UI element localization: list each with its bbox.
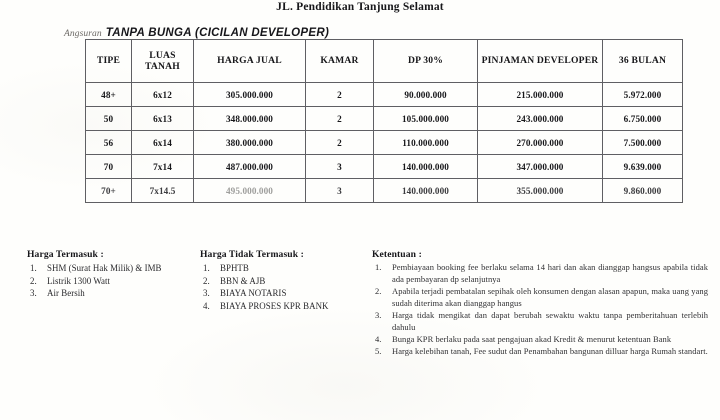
list-item: 2. BBN & AJB [203, 275, 266, 286]
cell-kamar: 3 [306, 179, 374, 203]
notes-terms-list [372, 262, 708, 358]
cell-tipe: 56 [86, 131, 132, 155]
column-header-pinjaman-developer: PINJAMAN DEVELOPER [478, 40, 603, 83]
cell-bulan: 7.500.000 [603, 131, 683, 155]
list-item: 1. SHM (Surat Hak Milik) & IMB [30, 263, 162, 273]
list-item: 3. Air Bersih [30, 288, 85, 299]
cell-tipe: 48+ [86, 83, 132, 107]
cell-kamar: 2 [306, 83, 374, 107]
notes-terms [372, 249, 708, 358]
cell-bulan: 9.639.000 [603, 155, 683, 179]
cell-kamar: 2 [306, 107, 374, 131]
page-title: JL. Pendidikan Tanjung Selamat [276, 1, 444, 13]
list-item: 5. Harga kelebihan tanah, Fee sudut dan Penambahan bangunan dilluar harga Rumah standart. [375, 346, 708, 357]
list-item: 4. BIAYA PROSES KPR BANK [203, 300, 329, 311]
column-header-dp30: DP 30% [374, 40, 478, 83]
notes-terms-heading: Ketentuan : [372, 249, 422, 260]
list-item: 4. Bunga KPR berlaku pada saat pengajuan akad Kredit & menurut ketentuan Bank [375, 333, 672, 344]
list-item-text: SHM (Surat Hak Milik) & IMB [47, 263, 162, 273]
column-header-harga-jual: HARGA JUAL [194, 40, 306, 83]
cell-pinjaman: 355.000.000 [478, 179, 603, 203]
cell-pinjaman: 215.000.000 [478, 83, 603, 107]
cell-dp: 105.000.000 [374, 107, 478, 131]
cell-dp: 140.000.000 [374, 179, 478, 203]
cell-harga: 348.000.000 [194, 107, 306, 131]
subtitle-emphasis: TANPA BUNGA (CICILAN DEVELOPER) [105, 27, 330, 39]
cell-dp: 110.000.000 [374, 131, 478, 155]
column-header-36-bulan: 36 BULAN [603, 40, 683, 83]
list-item: 1. Pembiayaan booking fee berlaku selama 14 hari dan akan dianggap hangsus apabila tidak ada pembayaran dp selanjutnya [375, 262, 708, 284]
list-item-text: BIAYA PROSES KPR BANK [220, 300, 329, 311]
cell-kamar: 2 [306, 131, 374, 155]
cell-luas: 6x14 [132, 131, 194, 155]
cell-dp: 90.000.000 [374, 83, 478, 107]
notes-excluded [200, 249, 370, 313]
notes-included [27, 249, 202, 300]
cell-luas: 7x14.5 [132, 179, 194, 203]
price-table [85, 39, 683, 203]
column-header-tipe: TIPE [86, 40, 132, 83]
cell-tipe: 70 [86, 155, 132, 179]
cell-luas: 7x14 [132, 155, 194, 179]
cell-bulan: 6.750.000 [603, 107, 683, 131]
list-item: 1. BPHTB [203, 263, 249, 273]
cell-luas: 6x12 [132, 83, 194, 107]
cell-harga: 495.000.000 [194, 179, 306, 203]
cell-bulan: 9.860.000 [603, 179, 683, 203]
cell-luas: 6x13 [132, 107, 194, 131]
cell-harga: 487.000.000 [194, 155, 306, 179]
cell-pinjaman: 270.000.000 [478, 131, 603, 155]
cell-pinjaman: 347.000.000 [478, 155, 603, 179]
table-row [86, 179, 683, 203]
notes-excluded-list [200, 262, 370, 313]
column-header-kamar: KAMAR [306, 40, 374, 83]
cell-kamar: 3 [306, 155, 374, 179]
cell-dp: 140.000.000 [374, 155, 478, 179]
table-header-row [86, 40, 683, 83]
cell-harga: 305.000.000 [194, 83, 306, 107]
notes-included-heading: Harga Termasuk : [27, 249, 104, 260]
list-item: 3. BIAYA NOTARIS [203, 288, 287, 299]
list-item-text: Listrik 1300 Watt [47, 275, 111, 286]
list-item: 3. Harga tidak mengikat dan dapat berubah sewaktu waktu tanpa pemberitahuan terlebih dahulu [375, 309, 708, 332]
cell-pinjaman: 243.000.000 [478, 107, 603, 131]
table-row [86, 83, 683, 107]
table-row [86, 155, 683, 179]
cell-harga: 380.000.000 [194, 131, 306, 155]
table-row [86, 131, 683, 155]
list-item-text: Harga kelebihan tanah, Fee sudut dan Penambahan bangunan dilluar harga Rumah standart. [392, 346, 708, 357]
table-row [86, 107, 683, 131]
list-item-text: Harga tidak mengikat dan dapat berubah sewaktu waktu tanpa pemberitahuan terlebih dahulu [392, 309, 708, 332]
list-item: 2. Listrik 1300 Watt [30, 275, 111, 286]
cell-bulan: 5.972.000 [603, 83, 683, 107]
list-item-text: Pembiayaan booking fee berlaku selama 14 hari dan akan dianggap hangsus apabila tidak ada pembayaran dp selanjutnya [392, 262, 708, 284]
notes-section [0, 249, 720, 379]
list-item-text: Air Bersih [47, 288, 85, 299]
list-item-text: BPHTB [220, 263, 249, 273]
list-item: 2. Apabila terjadi pembatalan sepihak oleh konsumen dengan alasan apapun, maka uang yang sudah diterima akan dianggap hangus [375, 285, 708, 308]
subtitle-prefix: Angsuran [64, 29, 102, 39]
notes-excluded-heading: Harga Tidak Termasuk : [200, 249, 304, 260]
notes-included-list [27, 262, 202, 300]
column-header-luas-tanah: LUAS TANAH [132, 40, 194, 83]
list-item-text: Bunga KPR berlaku pada saat pengajuan akad Kredit & menurut ketentuan Bank [392, 333, 672, 344]
cell-tipe: 70+ [86, 179, 132, 203]
cell-tipe: 50 [86, 107, 132, 131]
list-item-text: BBN & AJB [220, 275, 266, 286]
list-item-text: Apabila terjadi pembatalan sepihak oleh konsumen dengan alasan apapun, maka uang yang sudah diterima akan dianggap hangus [392, 285, 708, 308]
list-item-text: BIAYA NOTARIS [220, 288, 287, 299]
